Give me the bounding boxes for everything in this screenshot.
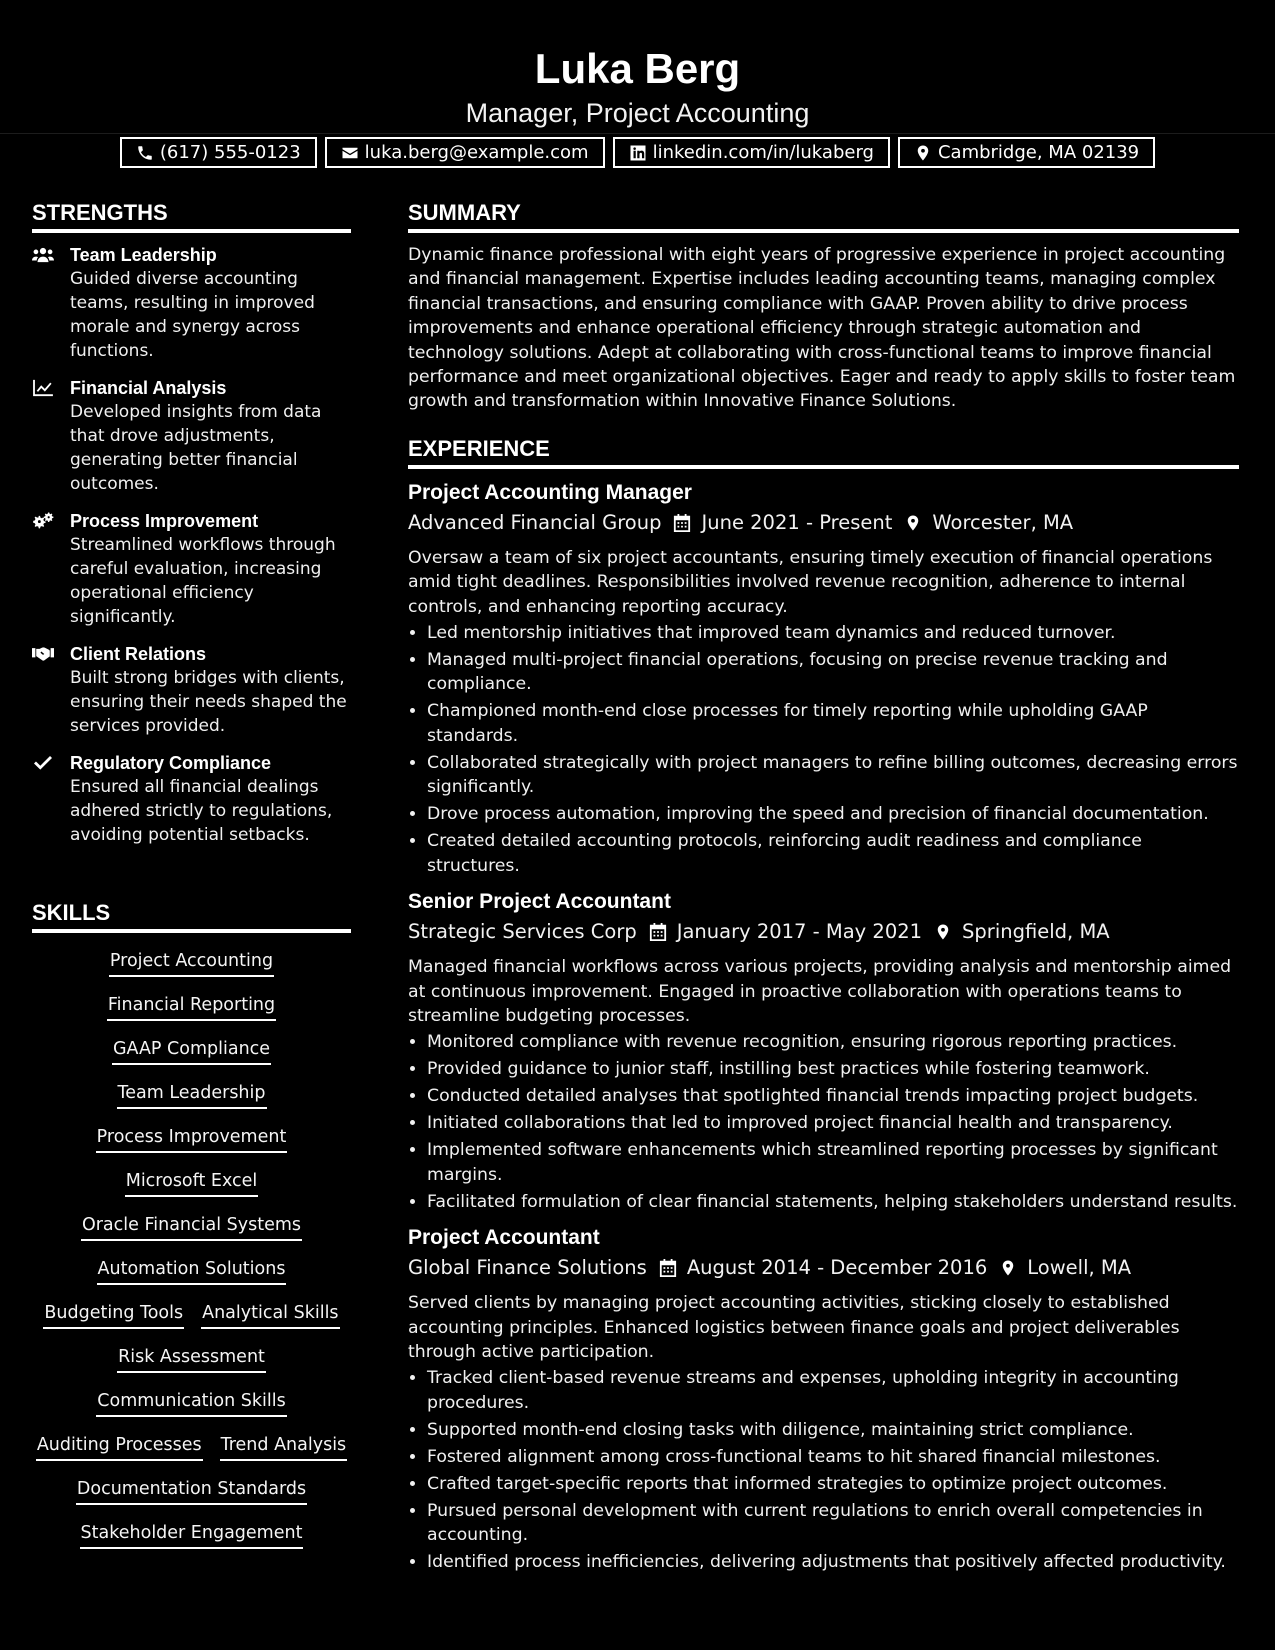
job-bullet: • Fostered alignment among cross-functional teams to hit shared financial milestones. xyxy=(427,1445,1239,1469)
job-bullet: • Initiated collaborations that led to improved project financial health and transparency. xyxy=(427,1111,1239,1135)
job-bullet: • Implemented software enhancements which streamlined reporting processes by significant margins. xyxy=(427,1138,1239,1187)
job-bullet: • Collaborated strategically with project managers to refine billing outcomes, decreasing errors significantly. xyxy=(427,751,1239,800)
summary-text: Dynamic finance professional with eight years of progressive experience in project accounting and financial management. Expertise includes leading accounting teams, managing complex financial transactions, and ensuring compliance with GAAP. Proven ability to drive process improvements and enhance operational efficiency through strategic automation and technology solutions. Adept at collaborating with cross-functional teams to improve financial performance and meet organizational objectives. Eager and ready to apply skills to foster team growth and transformation within Innovative Finance Solutions. xyxy=(408,245,1236,412)
resume-header xyxy=(0,0,1275,163)
skills-row xyxy=(32,1389,351,1417)
skills-row xyxy=(32,1081,351,1109)
strength-desc: Ensured all financial dealings adhered strictly to regulations, avoiding potential setbacks. xyxy=(70,777,333,845)
skill-tag: Automation Solutions xyxy=(97,1257,287,1285)
skill-tag: Stakeholder Engagement xyxy=(80,1521,304,1549)
phone-text: (617) 555-0123 xyxy=(159,142,301,163)
calendar-icon xyxy=(659,1259,677,1277)
map-marker-icon xyxy=(904,514,922,532)
job-entry xyxy=(408,888,1239,1214)
main-column xyxy=(408,198,1239,1577)
email-text: luka.berg@example.com xyxy=(364,142,589,163)
contact-phone[interactable] xyxy=(120,137,317,168)
job-dates: January 2017 - May 2021 xyxy=(676,920,923,944)
strength-title: Financial Analysis xyxy=(70,378,227,398)
gears-icon xyxy=(32,512,54,530)
contact-location[interactable] xyxy=(898,137,1155,168)
job-location: Springfield, MA xyxy=(962,920,1110,944)
skill-tag: Oracle Financial Systems xyxy=(81,1213,302,1241)
skills-row xyxy=(32,1037,351,1065)
job-dates: June 2021 - Present xyxy=(701,510,893,534)
linkedin-text: linkedin.com/in/lukaberg xyxy=(652,142,874,163)
job-bullet: • Conducted detailed analyses that spotlighted financial trends impacting project budgets. xyxy=(427,1084,1239,1108)
job-bullet: • Monitored compliance with revenue recognition, ensuring rigorous reporting practices. xyxy=(427,1030,1239,1054)
strengths-section xyxy=(32,198,351,860)
job-bullet: • Supported month-end closing tasks with diligence, maintaining strict compliance. xyxy=(427,1418,1239,1442)
job-location: Lowell, MA xyxy=(1027,1256,1132,1280)
job-entry xyxy=(408,479,1239,878)
envelope-icon xyxy=(341,144,359,162)
job-meta xyxy=(408,508,1239,538)
calendar-icon xyxy=(649,923,667,941)
skill-tag: Documentation Standards xyxy=(76,1477,307,1505)
phone-icon xyxy=(136,144,154,162)
skill-tag: Risk Assessment xyxy=(117,1345,266,1373)
skill-tag: Team Leadership xyxy=(117,1081,267,1109)
job-bullet: • Created detailed accounting protocols, reinforcing audit readiness and compliance structures. xyxy=(427,829,1239,878)
job-meta xyxy=(408,1253,1239,1283)
strengths-heading: STRENGTHS xyxy=(32,198,351,233)
job-bullet: • Crafted target-specific reports that informed strategies to optimize project outcomes. xyxy=(427,1472,1239,1496)
job-company: Strategic Services Corp xyxy=(408,920,637,944)
calendar-icon xyxy=(673,514,691,532)
job-description: Served clients by managing project accounting activities, sticking closely to established accounting principles. Enhanced logistics between finance goals and project deliverables through active participation. xyxy=(408,1293,1180,1362)
job-entry xyxy=(408,1224,1239,1574)
strength-item xyxy=(32,509,351,629)
job-company: Global Finance Solutions xyxy=(408,1256,647,1280)
strength-title: Process Improvement xyxy=(70,511,259,531)
strength-item xyxy=(32,751,351,847)
skill-tag: Financial Reporting xyxy=(107,993,276,1021)
contact-bar xyxy=(0,137,1275,168)
skills-row xyxy=(32,1169,351,1197)
job-bullet: • Championed month-end close processes for timely reporting while upholding GAAP standards. xyxy=(427,699,1239,748)
skills-row xyxy=(32,1301,351,1329)
skill-tag: Analytical Skills xyxy=(201,1301,339,1329)
skills-row xyxy=(32,1477,351,1505)
check-icon xyxy=(32,754,54,772)
skills-row xyxy=(32,1257,351,1285)
skills-row xyxy=(32,1521,351,1549)
strength-item xyxy=(32,243,351,363)
job-location: Worcester, MA xyxy=(932,510,1074,534)
skills-list xyxy=(32,943,351,1549)
job-bullet: • Tracked client-based revenue streams and expenses, upholding integrity in accounting procedures. xyxy=(427,1366,1239,1415)
job-dates: August 2014 - December 2016 xyxy=(686,1256,988,1280)
strength-title: Client Relations xyxy=(70,644,207,664)
strength-desc: Streamlined workflows through careful evaluation, increasing operational efficiency significantly. xyxy=(70,535,336,627)
skill-tag: Communication Skills xyxy=(96,1389,286,1417)
skills-row xyxy=(32,949,351,977)
skills-row xyxy=(32,1345,351,1373)
job-bullet: • Drove process automation, improving the speed and precision of financial documentation. xyxy=(427,802,1239,826)
job-bullets xyxy=(408,1366,1239,1574)
skill-tag: Microsoft Excel xyxy=(125,1169,259,1197)
skills-row xyxy=(32,1433,351,1461)
users-icon xyxy=(32,246,54,264)
job-bullet: • Identified process inefficiencies, delivering adjustments that positively affected productivity. xyxy=(427,1550,1239,1574)
skill-tag: Trend Analysis xyxy=(220,1433,348,1461)
summary-heading: SUMMARY xyxy=(408,198,1239,233)
job-description: Managed financial workflows across various projects, providing analysis and mentorship aimed at continuous improvement. Engaged in proactive collaboration with operations teams to streamline budgeting processes. xyxy=(408,957,1232,1026)
map-marker-icon xyxy=(914,144,932,162)
skills-section xyxy=(32,898,351,1549)
skill-tag: GAAP Compliance xyxy=(112,1037,271,1065)
strength-desc: Built strong bridges with clients, ensuring their needs shaped the services provided. xyxy=(70,668,347,736)
job-role: Project Accounting Manager xyxy=(408,480,692,504)
job-meta xyxy=(408,917,1239,947)
strength-item xyxy=(32,642,351,738)
contact-linkedin[interactable] xyxy=(613,137,890,168)
candidate-name: Luka Berg xyxy=(534,45,741,92)
skills-row xyxy=(32,1125,351,1153)
experience-heading: EXPERIENCE xyxy=(408,434,1239,469)
skill-tag: Project Accounting xyxy=(109,949,274,977)
strength-title: Regulatory Compliance xyxy=(70,753,272,773)
job-role: Project Accountant xyxy=(408,1226,600,1250)
job-description: Oversaw a team of six project accountants, ensuring timely execution of financial operations amid tight deadlines. Responsibilities involved revenue recognition, adherence to internal controls, and enhancing reporting accuracy. xyxy=(408,547,1213,617)
chart-line-icon xyxy=(32,379,54,397)
skill-tag: Budgeting Tools xyxy=(43,1301,184,1329)
job-role: Senior Project Accountant xyxy=(408,890,671,914)
contact-email[interactable] xyxy=(325,137,605,168)
skills-row xyxy=(32,993,351,1021)
job-bullet: • Pursued personal development with current regulations to enrich overall competencies in accounting. xyxy=(427,1499,1239,1548)
location-text: Cambridge, MA 02139 xyxy=(937,142,1140,163)
skill-tag: Process Improvement xyxy=(96,1125,288,1153)
map-marker-icon xyxy=(999,1259,1017,1277)
strength-desc: Developed insights from data that drove adjustments, generating better financial outcomes. xyxy=(70,402,322,494)
strength-item xyxy=(32,376,351,496)
linkedin-icon xyxy=(629,144,647,162)
handshake-icon xyxy=(32,645,54,663)
job-bullet: • Facilitated formulation of clear financial statements, helping stakeholders understand results. xyxy=(427,1190,1239,1214)
strength-desc: Guided diverse accounting teams, resulting in improved morale and synergy across functions. xyxy=(70,269,315,361)
job-bullets xyxy=(408,621,1239,878)
job-bullet: • Provided guidance to junior staff, instilling best practices while fostering teamwork. xyxy=(427,1057,1239,1081)
job-bullet: • Managed multi-project financial operations, focusing on precise revenue tracking and compliance. xyxy=(427,648,1239,697)
job-company: Advanced Financial Group xyxy=(408,510,662,534)
job-bullets xyxy=(408,1030,1239,1214)
skills-row xyxy=(32,1213,351,1241)
strength-title: Team Leadership xyxy=(70,245,217,265)
map-marker-icon xyxy=(934,923,952,941)
skills-heading: SKILLS xyxy=(32,898,351,933)
job-bullet: • Led mentorship initiatives that improved team dynamics and reduced turnover. xyxy=(427,621,1239,645)
skill-tag: Auditing Processes xyxy=(36,1433,203,1461)
candidate-title: Manager, Project Accounting xyxy=(465,98,810,128)
